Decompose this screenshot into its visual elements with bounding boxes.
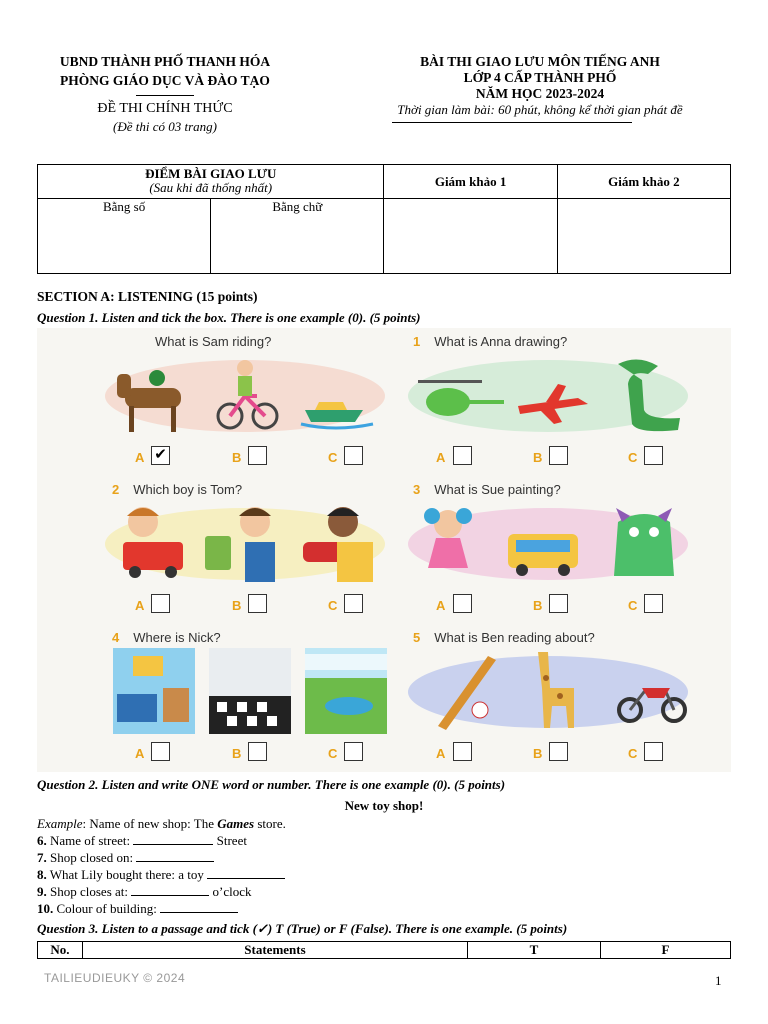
- option-c: C: [328, 598, 338, 613]
- question2-title: New toy shop!: [344, 798, 424, 813]
- question3-table: [37, 941, 731, 959]
- item-8: [37, 866, 285, 883]
- panel-question: What is Anna drawing?: [434, 334, 568, 349]
- option-a: A: [135, 746, 145, 761]
- examiner2-label: Giám khảo 2: [557, 165, 730, 199]
- item-after: Street: [216, 833, 247, 848]
- exam-title-line2: LỚP 4 CẤP THÀNH PHỐ: [463, 70, 617, 85]
- col-header-statements: Statements: [83, 942, 468, 959]
- page-number: 1: [715, 973, 722, 988]
- score-words-label: Bằng chữ: [272, 199, 323, 214]
- option-b: B: [533, 450, 543, 465]
- panel-question: What is Sam riding?: [155, 334, 272, 349]
- score-title: ĐIỂM BÀI GIAO LƯU: [145, 166, 277, 181]
- exam-title: [330, 52, 750, 103]
- option-b: B: [232, 746, 242, 761]
- checkbox-a[interactable]: [151, 446, 170, 465]
- score-table: [37, 164, 731, 274]
- q1-panel-2: [37, 476, 384, 624]
- checkbox-a[interactable]: [151, 594, 170, 613]
- option-c: C: [628, 450, 638, 465]
- checkbox-a[interactable]: [151, 742, 170, 761]
- answer-blank-7[interactable]: [136, 849, 214, 862]
- bedroom-icon: [113, 648, 195, 734]
- q1-panel-example: [37, 328, 384, 476]
- panel-number: 5: [413, 630, 421, 645]
- question2-instruction: Question 2. Listen and write ONE word or number. There is one example (0). (5 points): [37, 777, 506, 792]
- panel-number: 2: [112, 482, 120, 497]
- official-label: ĐỀ THI CHÍNH THỨC: [97, 101, 233, 116]
- checkbox-b[interactable]: [248, 594, 267, 613]
- checkbox-c[interactable]: [344, 594, 363, 613]
- answer-blank-6[interactable]: [133, 832, 213, 845]
- checkbox-c[interactable]: [644, 742, 663, 761]
- q1-panel1-illustration: [408, 354, 708, 438]
- q1-panel-3: [384, 476, 731, 624]
- item-text: Name of street:: [50, 833, 131, 848]
- example-line: [37, 815, 286, 832]
- item-number: 8.: [37, 867, 47, 882]
- item-text: Colour of building:: [56, 901, 157, 916]
- panel-question: Where is Nick?: [133, 630, 221, 645]
- checkbox-b[interactable]: [549, 446, 568, 465]
- header-divider-right: [392, 122, 632, 123]
- checkbox-c[interactable]: [644, 594, 663, 613]
- checkbox-b[interactable]: [549, 594, 568, 613]
- checkbox-a[interactable]: [453, 594, 472, 613]
- example-label: Example: [37, 816, 83, 831]
- option-c: C: [628, 598, 638, 613]
- col-header-no: No.: [38, 942, 83, 959]
- item-7: [37, 849, 214, 866]
- checkbox-b[interactable]: [248, 446, 267, 465]
- panel-number: 3: [413, 482, 421, 497]
- q1-panel5-illustration: [408, 648, 708, 734]
- footer-watermark: TAILIEUDIEUKY © 2024: [44, 971, 186, 985]
- kitchen-icon: [209, 648, 291, 734]
- col-header-false: F: [601, 942, 731, 959]
- checkbox-b[interactable]: [549, 742, 568, 761]
- example-answer: Games: [217, 816, 255, 831]
- score-words-cell[interactable]: [211, 199, 384, 274]
- item-text: Shop closes at:: [50, 884, 128, 899]
- panel-question: Which boy is Tom?: [133, 482, 243, 497]
- item-6: [37, 832, 247, 849]
- checkbox-c[interactable]: [344, 446, 363, 465]
- score-header-cell: [38, 165, 384, 199]
- q1-panel3-illustration: [408, 502, 708, 586]
- question1-picture-area: [37, 328, 731, 772]
- exam-title-line3: NĂM HỌC 2023-2024: [475, 86, 605, 101]
- item-10: [37, 900, 238, 917]
- examiner1-label: Giám khảo 1: [384, 165, 557, 199]
- item-number: 10.: [37, 901, 54, 916]
- monster-icon: [614, 508, 674, 576]
- header-left-line2: PHÒNG GIÁO DỤC VÀ ĐÀO TẠO: [60, 73, 270, 88]
- option-c: C: [328, 450, 338, 465]
- option-c: C: [328, 746, 338, 761]
- answer-blank-10[interactable]: [160, 900, 238, 913]
- checkmark-icon: ✔: [154, 447, 167, 463]
- item-number: 9.: [37, 884, 47, 899]
- checkbox-b[interactable]: [248, 742, 267, 761]
- panel-number: 1: [413, 334, 421, 349]
- checkbox-a[interactable]: [453, 742, 472, 761]
- answer-blank-9[interactable]: [131, 883, 209, 896]
- panel-question: What is Sue painting?: [434, 482, 561, 497]
- score-number-label: Bằng số: [102, 199, 146, 214]
- col-header-true: T: [468, 942, 601, 959]
- item-number: 6.: [37, 833, 47, 848]
- question1-instruction: Question 1. Listen and tick the box. There is one example (0). (5 points): [37, 310, 421, 325]
- garden-icon: [305, 648, 387, 734]
- item-number: 7.: [37, 850, 47, 865]
- exam-title-line1: BÀI THI GIAO LƯU MÔN TIẾNG ANH: [420, 54, 660, 69]
- header-authority: [30, 52, 300, 90]
- checkbox-c[interactable]: [644, 446, 663, 465]
- pages-note: (Đề thi có 03 trang): [113, 119, 217, 134]
- q1-panel-1: [384, 328, 731, 476]
- header-left-line1: UBND THÀNH PHỐ THANH HÓA: [59, 54, 271, 69]
- score-subtitle: (Sau khi đã thống nhất): [149, 180, 273, 195]
- option-a: A: [436, 450, 446, 465]
- example-text: : Name of new shop: The: [82, 816, 218, 831]
- q1-panel4-illustration: [113, 648, 387, 734]
- option-b: B: [232, 450, 242, 465]
- question3-instruction: Question 3. Listen to a passage and tick (✓) T (True) or F (False). There is one example. (5 points): [37, 921, 568, 936]
- checkbox-a[interactable]: [453, 446, 472, 465]
- item-after: o’clock: [212, 884, 252, 899]
- section-a-title: SECTION A: LISTENING (15 points): [37, 289, 258, 304]
- option-b: B: [533, 746, 543, 761]
- q1-panel-4: [37, 624, 384, 772]
- q1-panel2-illustration: [105, 502, 385, 586]
- option-b: B: [533, 598, 543, 613]
- q1-panel-5: [384, 624, 731, 772]
- example-end: store.: [254, 816, 286, 831]
- option-a: A: [135, 450, 145, 465]
- option-c: C: [628, 746, 638, 761]
- option-a: A: [436, 598, 446, 613]
- checkbox-c[interactable]: [344, 742, 363, 761]
- q1-example-illustration: [105, 354, 385, 438]
- time-note: Thời gian làm bài: 60 phút, không kể thời gian phát đề: [397, 102, 683, 117]
- item-text: Shop closed on:: [50, 850, 134, 865]
- header-divider-left: [136, 95, 194, 96]
- answer-blank-8[interactable]: [207, 866, 285, 879]
- option-a: A: [135, 598, 145, 613]
- examiner2-signature-cell[interactable]: [557, 199, 730, 274]
- item-9: [37, 883, 251, 900]
- examiner1-signature-cell[interactable]: [384, 199, 557, 274]
- panel-question: What is Ben reading about?: [434, 630, 595, 645]
- item-text: What Lily bought there: a toy: [49, 867, 204, 882]
- score-number-cell[interactable]: [38, 199, 211, 274]
- panel-number: 4: [112, 630, 120, 645]
- option-b: B: [232, 598, 242, 613]
- option-a: A: [436, 746, 446, 761]
